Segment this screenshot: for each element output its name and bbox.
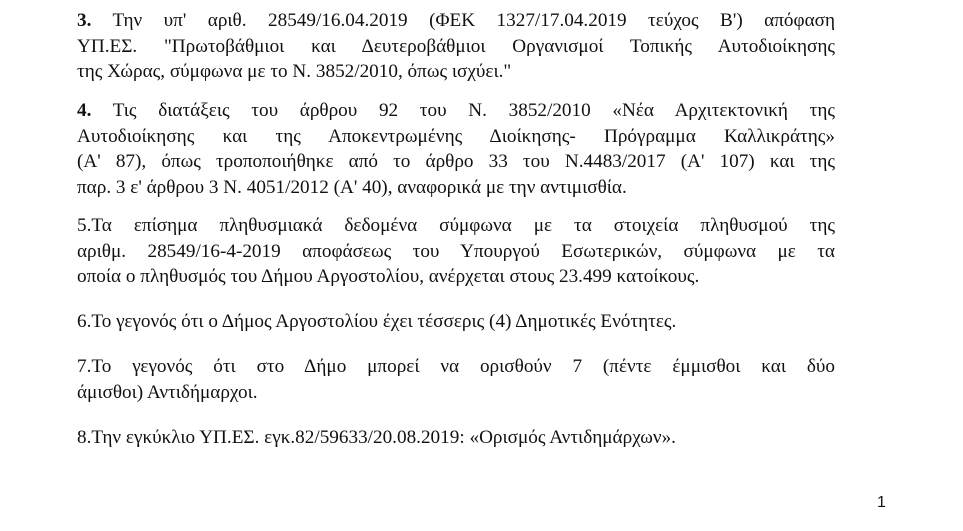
paragraph-line <box>77 309 835 335</box>
paragraph-number: 7. <box>77 356 92 377</box>
paragraph-line <box>77 425 835 451</box>
paragraph-text: Την υπ' αριθ. 28549/16.04.2019 (ΦΕΚ 1327/17.04.2019 τεύχος Β') απόφαση <box>91 10 835 31</box>
paragraph-number: 4. <box>77 100 92 121</box>
paragraph-line <box>77 354 835 380</box>
paragraph-text: Τα επίσημα πληθυσμιακά δεδομένα σύμφωνα με τα στοιχεία πληθυσμού της <box>91 215 835 236</box>
paragraph-number: 6. <box>77 311 92 332</box>
paragraph-line: αριθμ. 28549/16-4-2019 αποφάσεως του Υπουργού Εσωτερικών, σύμφωνα με τα <box>77 240 835 262</box>
paragraph-text: Το γεγονός ότι στο Δήμο μπορεί να ορισθούν 7 (πέντε έμμισθοι και δύο <box>91 356 835 377</box>
paragraph-8 <box>77 425 835 451</box>
paragraph-6 <box>77 309 835 335</box>
paragraph-text: Την εγκύκλιο ΥΠ.ΕΣ. εγκ.82/59633/20.08.2019: «Ορισμός Αντιδημάρχων». <box>91 427 676 448</box>
paragraph-7 <box>77 354 835 405</box>
paragraph-line <box>77 98 835 124</box>
paragraph-line: άμισθοι) Αντιδήμαρχοι. <box>77 381 258 403</box>
paragraph-line: Αυτοδιοίκησης και της Αποκεντρωμένης Διοίκησης- Πρόγραμμα Καλλικράτης» <box>77 125 835 147</box>
paragraph-line: οποία ο πληθυσμός του Δήμου Αργοστολίου, ανέρχεται στους 23.499 κατοίκους. <box>77 266 700 287</box>
paragraph-line: της Χώρας, σύμφωνα με το Ν. 3852/2010, όπως ισχύει." <box>77 61 512 82</box>
paragraph-3 <box>77 8 835 85</box>
paragraph-text: Το γεγονός ότι ο Δήμος Αργοστολίου έχει τέσσερις (4) Δημοτικές Ενότητες. <box>91 311 677 332</box>
page-number: 1 <box>877 494 886 511</box>
paragraph-5 <box>77 213 835 290</box>
paragraph-number: 8. <box>77 427 92 448</box>
paragraph-number: 5. <box>77 215 92 236</box>
paragraph-line: παρ. 3 ε' άρθρου 3 Ν. 4051/2012 (Α' 40), αναφορικά με την αντιμισθία. <box>77 176 627 198</box>
paragraph-line: ΥΠ.ΕΣ. "Πρωτοβάθμιοι και Δευτεροβάθμιοι Οργανισμοί Τοπικής Αυτοδιοίκησης <box>77 35 835 57</box>
paragraph-line <box>77 213 835 239</box>
paragraph-text: Τις διατάξεις του άρθρου 92 του Ν. 3852/2010 «Νέα Αρχιτεκτονική της <box>91 100 835 121</box>
paragraph-number: 3. <box>77 10 92 31</box>
paragraph-line: (Α' 87), όπως τροποποιήθηκε από το άρθρο 33 του Ν.4483/2017 (Α' 107) και της <box>77 151 835 172</box>
paragraph-line <box>77 8 835 34</box>
paragraph-4 <box>77 98 835 200</box>
